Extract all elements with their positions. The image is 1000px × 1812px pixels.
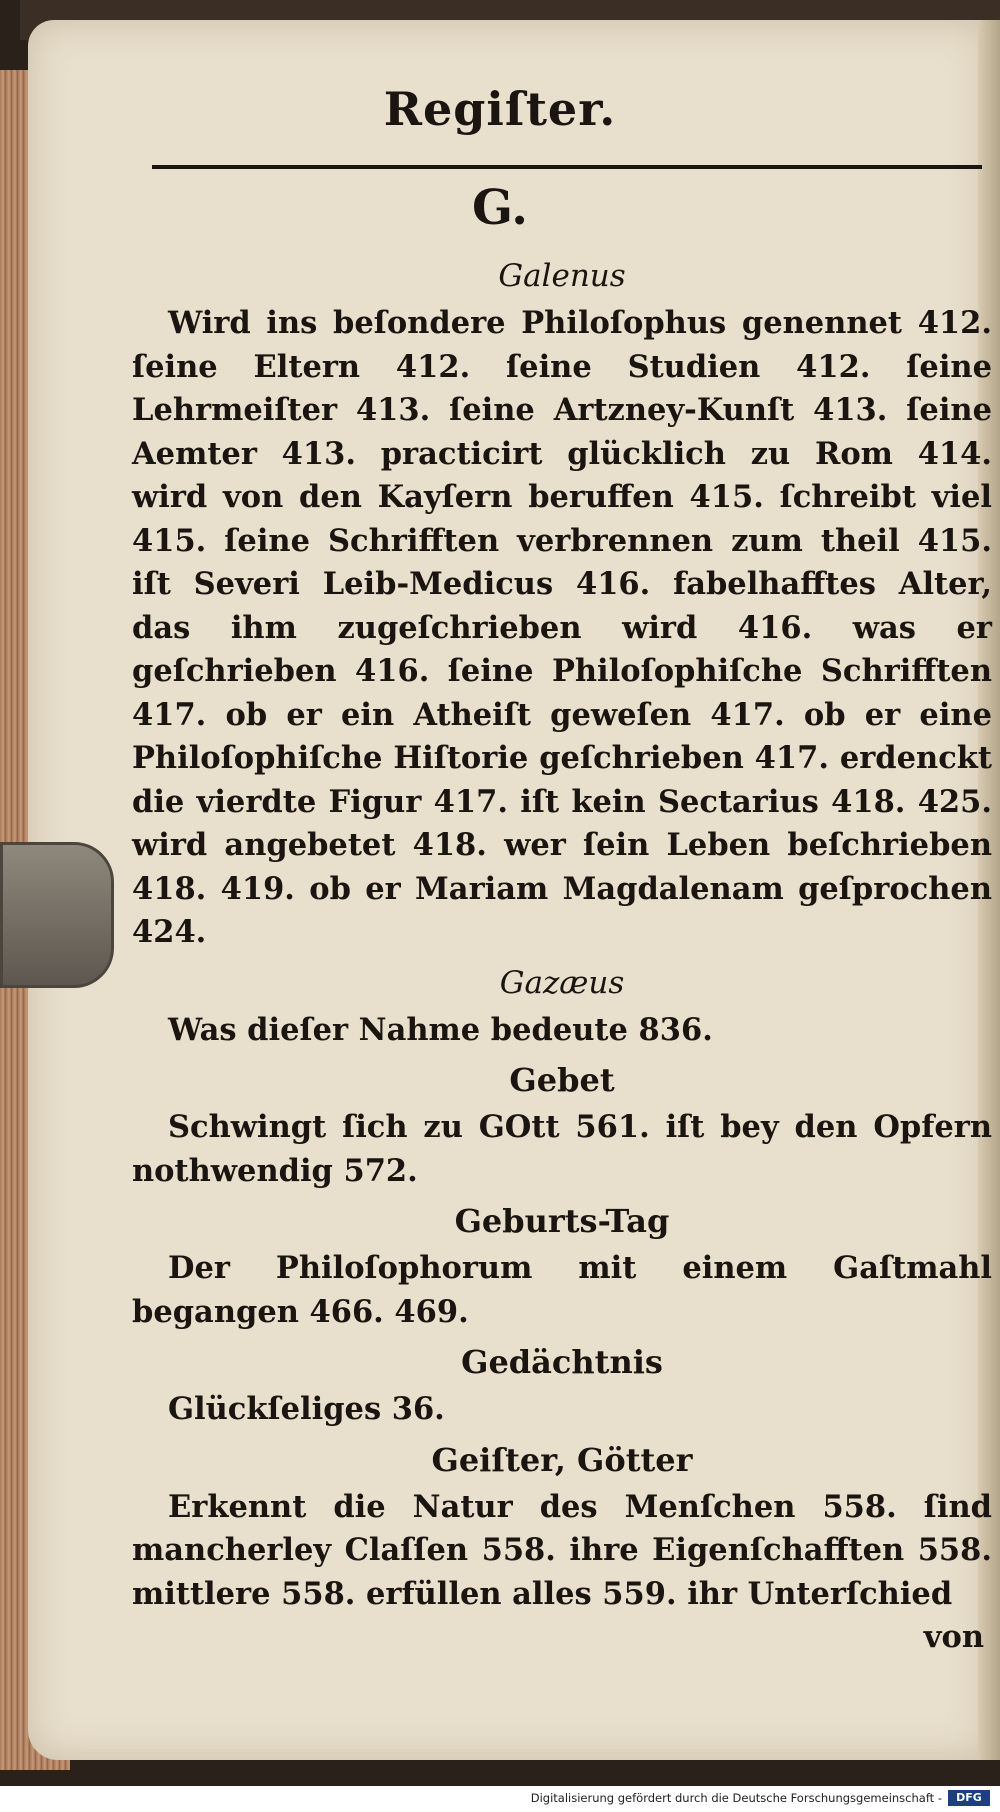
entry-gazaeus [132,961,992,1053]
digitization-footer [0,1786,1000,1812]
page-header-title: Regiſter. [383,82,617,136]
entry-gedaechtnis [132,1340,992,1432]
entry-geburts-tag [132,1199,992,1334]
entry-text: Glückſeliges 36. [168,1391,445,1427]
entry-text: Der Philoſophorum mit einem Gaſtmahl begangen 466. 469. [132,1250,992,1330]
entry-text: Schwingt ſich zu GOtt 561. iſt bey den Opfern nothwendig 572. [132,1109,992,1189]
register-entries [132,248,992,1659]
entry-heading: Galenus [498,258,626,294]
footer-credit: Digitalisierung gefördert durch die Deutsche Forschungsgemeinschaft - [530,1791,942,1805]
entry-heading: Geiſter, Götter [431,1440,693,1479]
entry-heading: Geburts-Tag [454,1202,670,1240]
page-clip [0,842,114,988]
entry-heading: Gebet [509,1061,615,1099]
entry-text: Was dieſer Nahme bedeute 836. [168,1011,713,1048]
dfg-logo-icon: DFG [948,1790,990,1806]
entry-text: Erkennt die Natur des Menſchen 558. ſind mancherley Claſſen 558. ihre Eigenſchafften 558. mittlere 558. erfüllen alles 559. ihr Unterſchied [132,1488,992,1612]
entry-text: Wird ins beſondere Philoſophus genennet 412. ſeine Eltern 412. ſeine Studien 412. ſeine Lehrmeiſter 413. ſeine Artzney-Kunſt 413. ſeine Aemter 413. practicirt glücklich zu Rom 414. wird von den Kayſern beruffen 415. ſchreibt viel 415. ſeine Schrifften verbrennen zum theil 415. iſt Severi Leib-Medicus 416. fabelhafftes Alter, das ihm zugeſchrieben wird 416. was er geſchrieben 416. ſeine Philoſophiſche Schrifften 417. ob er ein Atheiſt geweſen 417. ob er eine Philoſophiſche Hiſtorie geſchrieben 417. erdenckt die vierdte Figur 417. iſt kein Sectarius 418. 425. wird angebetet 418. wer ſein Leben beſchrieben 418. 419. ob er Mariam Magdalenam geſprochen 424. [132,305,992,950]
section-letter: G. [472,180,528,236]
entry-geister-goetter [132,1438,992,1617]
catchword: von [923,1619,984,1655]
entry-gebet [132,1058,992,1193]
entry-heading: Gazæus [499,964,625,1001]
header-rule [152,165,982,169]
entry-galenus [132,254,992,955]
entry-heading: Gedächtnis [461,1343,663,1381]
